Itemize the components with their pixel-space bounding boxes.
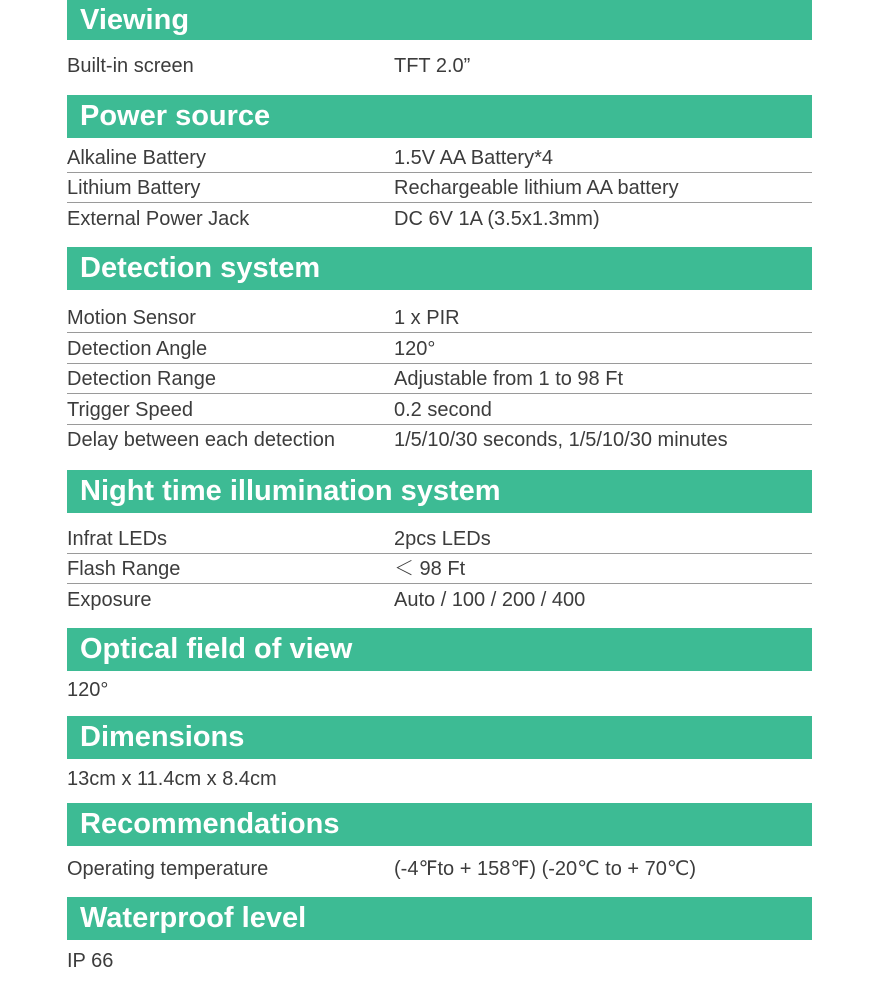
spec-row xyxy=(67,303,812,333)
spec-row xyxy=(67,524,812,554)
spec-label: External Power Jack xyxy=(67,208,250,230)
spec-row xyxy=(67,364,812,394)
spec-row xyxy=(67,204,812,234)
section-header-detection-system: Detection system xyxy=(67,247,812,290)
spec-label: Flash Range xyxy=(67,558,181,580)
spec-value: 1.5V AA Battery*4 xyxy=(394,147,553,169)
spec-label: Operating temperature xyxy=(67,858,269,880)
spec-value: Adjustable from 1 to 98 Ft xyxy=(394,368,624,390)
spec-row xyxy=(67,51,812,81)
spec-label: Detection Angle xyxy=(67,338,208,360)
section-header-optical-field-of-view: Optical field of view xyxy=(67,628,812,671)
spec-label: Trigger Speed xyxy=(67,399,193,421)
section-header-night-illumination: Night time illumination system xyxy=(67,470,812,513)
spec-value: Rechargeable lithium AA battery xyxy=(394,177,679,199)
spec-label: 13cm x 11.4cm x 8.4cm xyxy=(67,768,277,790)
spec-value: 2pcs LEDs xyxy=(394,528,491,550)
spec-label: Delay between each detection xyxy=(67,429,335,451)
spec-row xyxy=(67,764,812,794)
section-header-power-source: Power source xyxy=(67,95,812,138)
spec-label: IP 66 xyxy=(67,950,114,972)
spec-value: 0.2 second xyxy=(394,399,492,421)
spec-row xyxy=(67,425,812,455)
spec-row xyxy=(67,143,812,173)
section-header-viewing: Viewing xyxy=(67,0,812,40)
spec-label: Built-in screen xyxy=(67,55,194,77)
section-header-dimensions: Dimensions xyxy=(67,716,812,759)
spec-value: (-4℉to + 158℉) (-20℃ to + 70℃) xyxy=(394,858,696,880)
spec-value: TFT 2.0” xyxy=(394,55,471,77)
spec-value: 1/5/10/30 seconds, 1/5/10/30 minutes xyxy=(394,429,728,451)
spec-row xyxy=(67,173,812,203)
spec-value: 1 x PIR xyxy=(394,307,460,329)
spec-value: 120° xyxy=(394,338,436,360)
spec-label: Exposure xyxy=(67,589,152,611)
spec-value: ＜ 98 Ft xyxy=(394,558,466,580)
spec-row xyxy=(67,554,812,584)
spec-label: 120° xyxy=(67,679,109,701)
spec-row xyxy=(67,334,812,364)
spec-row xyxy=(67,854,812,884)
spec-row xyxy=(67,946,812,976)
spec-label: Lithium Battery xyxy=(67,177,201,199)
spec-label: Detection Range xyxy=(67,368,216,390)
section-header-recommendations: Recommendations xyxy=(67,803,812,846)
spec-label: Motion Sensor xyxy=(67,307,196,329)
spec-label: Alkaline Battery xyxy=(67,147,206,169)
spec-row xyxy=(67,585,812,615)
spec-row xyxy=(67,395,812,425)
spec-row xyxy=(67,675,812,705)
spec-value: DC 6V 1A (3.5x1.3mm) xyxy=(394,208,600,230)
spec-value: Auto / 100 / 200 / 400 xyxy=(394,589,586,611)
spec-label: Infrat LEDs xyxy=(67,528,168,550)
section-header-waterproof-level: Waterproof level xyxy=(67,897,812,940)
